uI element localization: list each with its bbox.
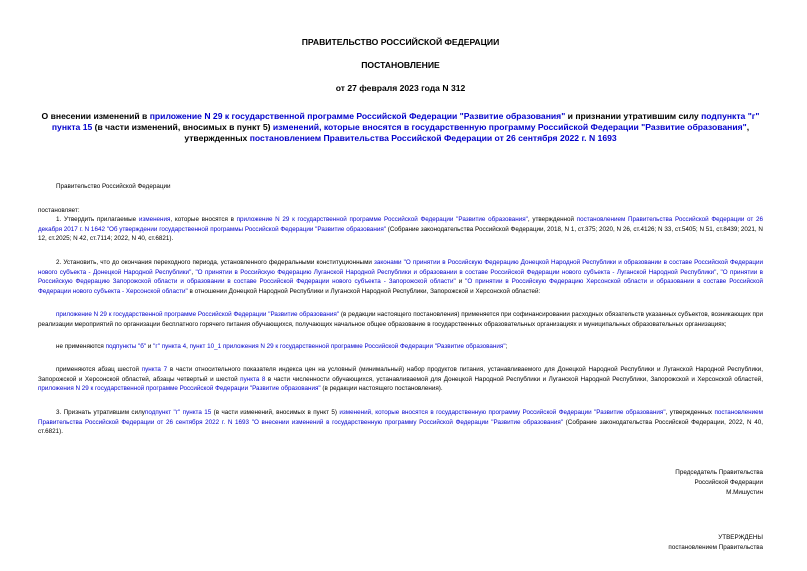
link-appendix-29[interactable]: приложение N 29 к государственной программе Российской Федерации "Развитие образования" <box>56 311 340 319</box>
link-point-7[interactable]: пункта 7 <box>141 366 168 374</box>
link-law-zaporozhye[interactable]: "О принятии в Российскую Федерацию Запорожской области и образовании в составе Российской Федерации нового субъекта - Запорожской области" <box>38 268 764 286</box>
approval-by: постановлением Правительства <box>668 543 763 551</box>
subject-link-subparagraph[interactable]: подпункта "г" пункта 15 <box>51 111 760 132</box>
link-subparagraph-g[interactable]: "г" пункта 4 <box>153 342 187 350</box>
document-date-number: от 27 февраля 2023 года N 312 <box>335 83 466 93</box>
link-law-donetsk[interactable]: законами "О принятии в Российскую Федерацию Донецкой Народной Республики и образовании в составе Российской Федерации нового субъекта - Донецкой Народной Республики" <box>38 258 763 276</box>
paragraph-text: 2. Установить, что до окончания переходного периода, установленного федеральными конституционными <box>56 258 375 266</box>
paragraph-text: (в редакции настоящего постановления) применяется при софинансировании расходных обязательств указанных субъектов, возникающих при реализации мероприятий по организации бесплатного горячего питания обучающихся, получающих начальное общее образование в государственных образовательных организациях и муниципальных образовательных организациях; <box>38 311 763 328</box>
issuer-line: Правительство Российской Федерации <box>56 183 171 190</box>
paragraph-text: (в редакции настоящего постановления). <box>320 385 443 393</box>
link-appendix-29[interactable]: приложение N 29 к государственной программе Российской Федерации "Развитие образования" <box>236 216 528 224</box>
link-point-8[interactable]: пункта 8 <box>240 375 266 383</box>
decree-word: постановляет: <box>38 206 80 214</box>
paragraph-text: и <box>455 278 466 286</box>
subject-text: (в части изменений, вносимых в пункт 5) <box>92 122 273 132</box>
paragraph-2 <box>38 258 763 296</box>
paragraph-text: , <box>716 268 721 276</box>
paragraph-text: применяются абзац шестой <box>56 366 142 374</box>
paragraph-text: 3. Признать утратившим силу <box>56 408 145 416</box>
paragraph-text: и <box>146 342 154 350</box>
paragraph-text: (в части изменений, вносимых в пункт 5) <box>211 408 340 416</box>
subject-link-decree[interactable]: постановлением Правительства Российской Федерации от 26 сентября 2022 г. N 1693 <box>249 133 617 143</box>
link-changes[interactable]: изменения <box>138 216 171 224</box>
signature-position: Председатель Правительства <box>675 468 763 476</box>
link-subparagraph-g-15[interactable]: подпункт "г" пункта 15 <box>144 408 212 416</box>
paragraph-text: в части относительного показателя индекса цен на условный (минимальный) набор продуктов питания, устанавливаемого для Донецкой Народной Республики и Луганской Народной Республики, Запорожской и Херсонской областей, абзацы четвертый и шестой <box>38 366 763 383</box>
government-title: ПРАВИТЕЛЬСТВО РОССИЙСКОЙ ФЕДЕРАЦИИ <box>301 37 500 47</box>
link-changes-program[interactable]: изменений, которые вносятся в государственную программу Российской Федерации "Развитие образования" <box>339 408 666 416</box>
paragraph-text: , утвержденной <box>527 216 577 224</box>
paragraph-1 <box>38 215 763 244</box>
paragraph-4 <box>38 342 763 352</box>
paragraph-text: (Собрание законодательства Российской Федерации, 2018, N 1, ст.375; 2020, N 26, ст.4126; N 33, ст.5405; N 51, ст.8439; 2021, N 12, ст.2025; N 42, ст.7114; 2022, N 40, ст.6821). <box>38 225 763 243</box>
link-appendix-29[interactable]: приложения N 29 к государственной программе Российской Федерации "Развитие образования" <box>38 385 321 393</box>
subject-text: и признании утратившим силу <box>565 111 702 121</box>
approval-title: УТВЕРЖДЕНЫ <box>718 533 763 541</box>
link-law-kherson[interactable]: "О принятии в Российскую Федерацию Херсонской области и образовании в составе Российской Федерации нового субъекта - Херсонской области" <box>38 278 763 295</box>
signature-name: М.Мишустин <box>726 488 763 496</box>
approval-block <box>38 533 763 553</box>
paragraph-text: 1. Утвердить прилагаемые <box>56 216 139 224</box>
link-subparagraph-b[interactable]: подпункты "б" <box>105 342 147 350</box>
link-decree-1642[interactable]: постановлением Правительства Российской Федерации от 26 декабря 2017 г. N 1642 "Об утверждении государственной программы Российской Федерации "Развитие образования" <box>38 216 764 233</box>
subject-text: О внесении изменений в <box>41 111 150 121</box>
paragraph-text: , <box>186 342 190 350</box>
paragraph-text: ; <box>505 342 508 350</box>
paragraph-text: (Собрание законодательства Российской Федерации, 2022, N 40, ст.6821). <box>38 418 764 436</box>
paragraph-text: в отношении Донецкой Народной Республики и Луганской Народной Республики, Запорожской и Херсонской областей: <box>187 287 541 295</box>
paragraph-3 <box>38 310 763 329</box>
paragraph-text: , <box>191 268 196 276</box>
subject-text: , утвержденных <box>184 122 750 143</box>
paragraph-text: в части численности обучающихся, устанавливаемой для Донецкой Народной Республики и Луганской Народной Республики, Запорожской и Херсонской областей, <box>265 375 763 383</box>
signature-block <box>38 468 763 498</box>
signature-organization: Российской Федерации <box>694 478 763 486</box>
subject-link-appendix[interactable]: приложение N 29 к государственной программе Российской Федерации "Развитие образования" <box>149 111 566 121</box>
paragraph-text: , которые вносятся в <box>170 216 237 224</box>
document-type: ПОСТАНОВЛЕНИЕ <box>361 60 440 70</box>
subject-link-changes[interactable]: изменений, которые вносятся в государственную программу Российской Федерации "Развитие образования" <box>272 122 747 132</box>
link-point-10-1[interactable]: пункт 10_1 приложения N 29 к государственной программе Российской Федерации "Развитие образования" <box>189 342 506 350</box>
document-subject <box>38 111 763 144</box>
paragraph-text: , утвержденных <box>665 408 715 416</box>
paragraph-6 <box>38 408 763 437</box>
paragraph-5 <box>38 365 763 394</box>
paragraph-text: не применяются <box>56 342 106 350</box>
link-law-lugansk[interactable]: "О принятии в Российскую Федерацию Луганской Народной Республики и образовании в составе Российской Федерации нового субъекта - Луганской Народной Республики" <box>195 268 717 276</box>
link-decree-1693[interactable]: постановлением Правительства Российской Федерации от 26 сентября 2022 г. N 1693 "О внесении изменений в государственную программу Российской Федерации "Развитие образования" <box>38 408 763 426</box>
